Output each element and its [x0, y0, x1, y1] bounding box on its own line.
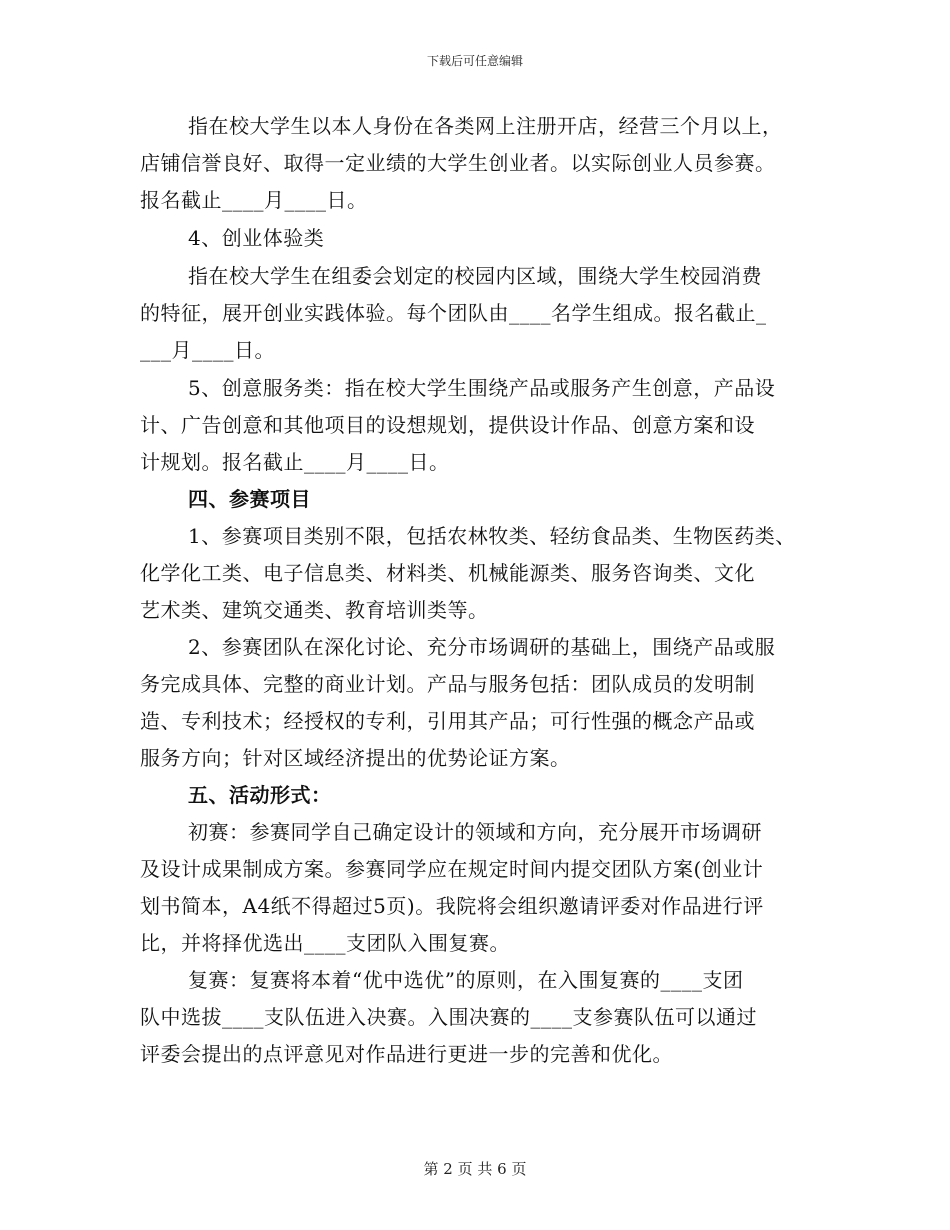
- section-heading: 五、活动形式：: [188, 783, 332, 807]
- body-line: 的特征，展开创业实践体验。每个团队由____名学生组成。报名截止_: [140, 301, 767, 325]
- body-line: 计规划。报名截止____月____日。: [140, 450, 450, 474]
- body-line: 1、参赛项目类别不限，包括农林牧类、轻纺食品类、生物医药类、: [188, 524, 796, 548]
- body-line: 比，并将择优选出____支团队入围复赛。: [140, 931, 510, 955]
- body-line: 2、参赛团队在深化讨论、充分市场调研的基础上，围绕产品或服: [188, 635, 776, 659]
- body-line: 及设计成果制成方案。参赛同学应在规定时间内提交团队方案(创业计: [140, 857, 764, 881]
- body-line: 划书简本，A4纸不得超过5页)。我院将会组织邀请评委对作品进行评: [140, 894, 764, 918]
- body-line: 指在校大学生以本人身份在各类网上注册开店，经营三个月以上，: [188, 114, 783, 138]
- body-line: 复赛：复赛将本着“优中选优”的原则，在入围复赛的____支团: [188, 968, 744, 992]
- body-line: 评委会提出的点评意见对作品进行更进一步的完善和优化。: [140, 1042, 673, 1066]
- body-line: 队中选拔____支队伍进入决赛。入围决赛的____支参赛队伍可以通过: [140, 1005, 757, 1029]
- body-line: 艺术类、建筑交通类、教育培训类等。: [140, 598, 489, 622]
- body-line: 初赛：参赛同学自己确定设计的领域和方向，充分展开市场调研: [188, 820, 762, 844]
- page-header: 下载后可任意编辑: [426, 54, 523, 68]
- page-footer: 第 2 页 共 6 页: [423, 1160, 527, 1178]
- body-line: ___月____日。: [140, 338, 275, 362]
- body-line: 造、专利技术；经授权的专利，引用其产品；可行性强的概念产品或: [140, 709, 755, 733]
- body-line: 指在校大学生在组委会划定的校园内区域，围绕大学生校园消费: [188, 264, 762, 288]
- body-line: 务完成具体、完整的商业计划。产品与服务包括：团队成员的发明制: [140, 672, 755, 696]
- body-line: 服务方向；针对区域经济提出的优势论证方案。: [140, 746, 571, 770]
- body-line: 5、创意服务类：指在校大学生围绕产品或服务产生创意，产品设: [188, 376, 776, 400]
- body-line: 报名截止____月____日。: [140, 188, 368, 212]
- body-line: 计、广告创意和其他项目的设想规划，提供设计作品、创意方案和设: [140, 413, 755, 437]
- section-heading: 四、参赛项目: [188, 487, 311, 511]
- body-line: 店铺信誉良好、取得一定业绩的大学生创业者。以实际创业人员参赛。: [140, 151, 776, 175]
- subsection-heading: 4、创业体验类: [188, 226, 325, 250]
- body-line: 化学化工类、电子信息类、材料类、机械能源类、服务咨询类、文化: [140, 561, 755, 585]
